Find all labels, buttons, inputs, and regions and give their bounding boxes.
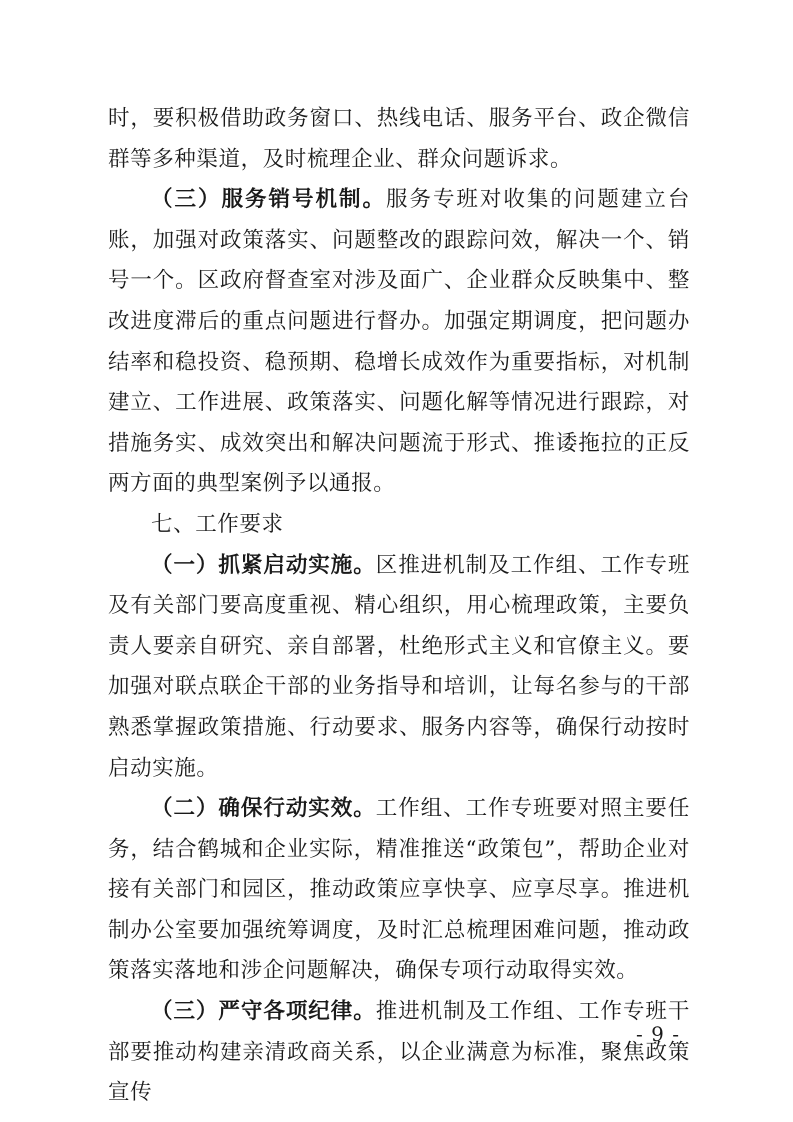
requirement-text: 工作组、工作专班要对照主要任务，结合鹤城和企业实际，精准推送“政策包”，帮助企业对接有关部门和园区，推动政策应享快享、应享尽享。推进机制办公室要加强统筹调度，及时汇总梳理困难问题，推动政策落实落地和涉企问题解决，确保专项行动取得实效。 bbox=[108, 796, 690, 984]
page-number: - 9 - bbox=[636, 1022, 680, 1046]
section-heading: 七、工作要求 bbox=[151, 511, 284, 537]
requirement-lead-heading: （二）确保行动实效。 bbox=[151, 796, 376, 822]
document-body bbox=[108, 99, 690, 1114]
requirement-text: 区推进机制及工作组、工作专班及有关部门要高度重视、精心组织，用心梳理政策，主要负责人要亲自研究、亲自部署，杜绝形式主义和官僚主义。要加强对联点联企干部的业务指导和培训，让每名参与的干部熟悉掌握政策措施、行动要求、服务内容等，确保行动按时启动实施。 bbox=[108, 552, 690, 781]
requirement-text: 推进机制及工作组、工作专班干部要推动构建亲清政商关系，以企业满意为标准，聚焦政策宣传 bbox=[108, 999, 690, 1106]
requirement-lead-heading: （一）抓紧启动实施。 bbox=[151, 552, 376, 578]
paragraph-continuation bbox=[108, 99, 690, 180]
paragraph-text: 时，要积极借助政务窗口、热线电话、服务平台、政企微信群等多种渠道，及时梳理企业、群众问题诉求。 bbox=[108, 106, 690, 172]
paragraph-text: 服务专班对收集的问题建立台账，加强对政策落实、问题整改的跟踪问效，解决一个、销号一个。区政府督查室对涉及面广、企业群众反映集中、整改进度滞后的重点问题进行督办。加强定期调度，把问题办结率和稳投资、稳预期、稳增长成效作为重要指标，对机制建立、工作进展、政策落实、问题化解等情况进行跟踪，对措施务实、成效突出和解决问题流于形式、推诿拖拉的正反两方面的典型案例予以通报。 bbox=[108, 187, 690, 497]
paragraph-lead-heading: （三）服务销号机制。 bbox=[151, 187, 386, 213]
requirement-lead-heading: （三）严守各项纪律。 bbox=[151, 999, 376, 1025]
requirement-item-3 bbox=[108, 992, 690, 1114]
requirement-item-1 bbox=[108, 546, 690, 790]
paragraph-service-closure bbox=[108, 180, 690, 505]
requirement-item-2 bbox=[108, 789, 690, 992]
